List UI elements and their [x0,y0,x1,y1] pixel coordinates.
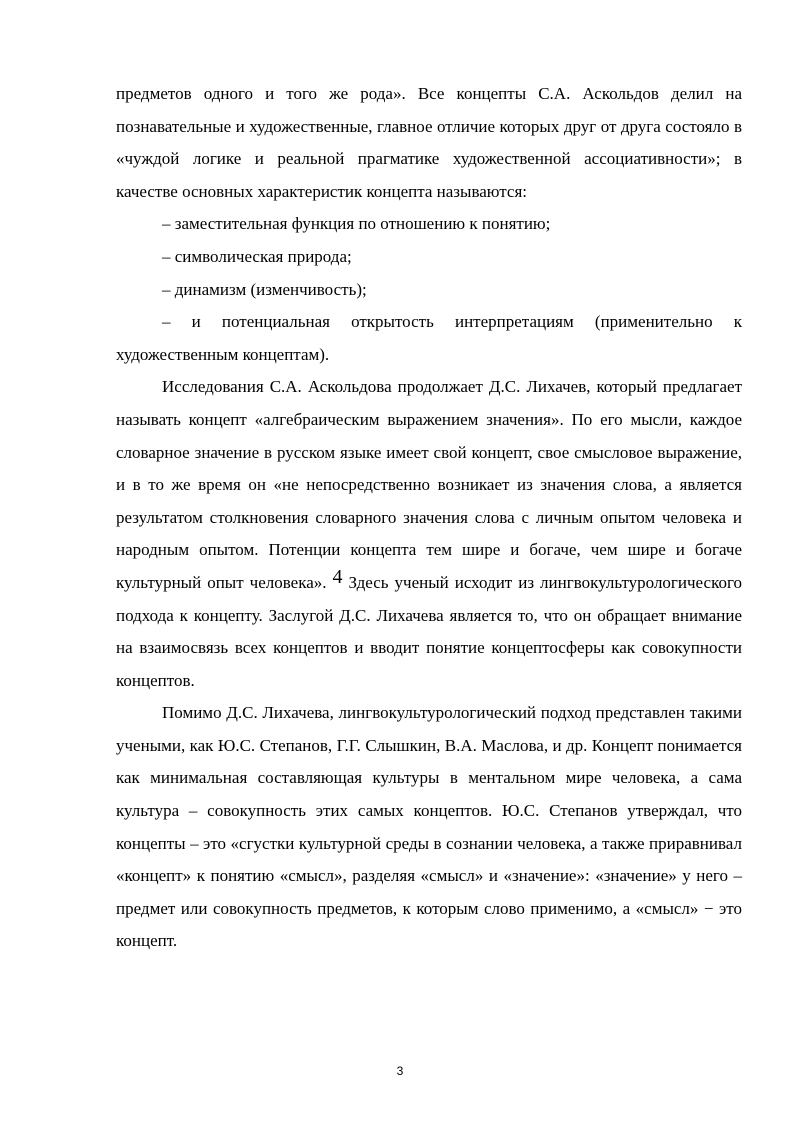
list-item-1: – заместительная функция по отношению к понятию; [162,214,551,234]
list-item-3: – динамизм (изменчивость); [162,279,367,299]
list-item-2: – символическая природа; [162,246,352,266]
paragraph-3: Помимо Д.С. Лихачева, лингвокультурологический подход представлен такими учеными, как Ю.С. Степанов, Г.Г. Слышкин, В.А. Маслова, и др. Концепт понимается как минимальная составляющая культуры в ментальном мире человека, а сама культура – совокупность этих самых концептов. Ю.С. Степанов утверждал, что концепты – это «сгустки культурной среды в сознании человека, а также приравнивал «концепт» к понятию «смысл», разделяя «смысл» и «значение»: «значение» у него – предмет или совокупность предметов, к которым слово применимо, а «смысл» − это концепт. [116,703,742,951]
body-text [116,78,742,958]
paragraph-2 [116,371,742,697]
paragraph-2-text-b: Здесь ученый исходит из лингвокультурологического подхода к концепту. Заслугой Д.С. Лихачева является то, что он обращает внимание на взаимосвязь всех концептов и вводит понятие концептосферы как совокупности концептов. [116,572,743,690]
page-number: 3 [396,1064,404,1078]
paragraph-1: предметов одного и того же рода». Все концепты С.А. Аскольдов делил на познавательные и художественные, главное отличие которых друг от друга состояло в «чуждой логике и реальной прагматике художественной ассоциативности»; в качестве основных характеристик концепта называются: [116,84,742,201]
paragraph-2-text-a: Исследования С.А. Аскольдова продолжает Д.С. Лихачев, который предлагает называть концепт «алгебраическим выражением значения». По его мысли, каждое словарное значение в русском языке имеет свой концепт, свое смысловое выражение, и в то же время он «не непосредственно возникает из значения слова, а является результатом столкновения словарного значения слова с личным опытом человека и народным опытом. Потенции концепта тем шире и богаче, чем шире и богаче культурный опыт человека». [116,377,742,592]
list-item-4: – и потенциальная открытость интерпретациям (применительно к художественным концептам). [116,312,742,364]
footnote-reference: 4 [332,565,343,588]
